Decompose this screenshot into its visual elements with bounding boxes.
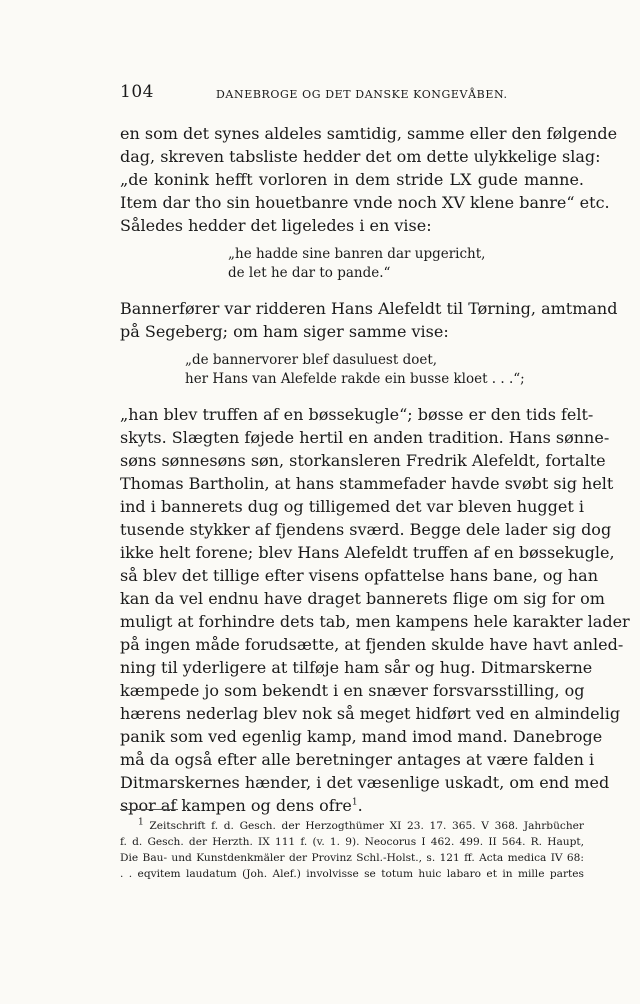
verse-line: „he hadde sine banren dar upgericht,: [228, 246, 486, 262]
text-line: ning til yderligere at tilføje ham sår og hug. Ditmarskerne: [120, 658, 593, 677]
text-line: på ingen måde forudsætte, at fjenden skulde have havt anled-: [120, 635, 624, 654]
text-line: Item dar tho sin houetbanre vnde noch XV klene banre“ etc.: [120, 193, 610, 212]
paragraph-3: [120, 403, 630, 817]
text-line: på Segeberg; om ham siger samme vise:: [120, 322, 449, 341]
text-line: så blev det tillige efter visens opfattelse hans bane, og han: [120, 566, 598, 585]
text-line: muligt at forhindre dets tab, men kampens hele karakter lader: [120, 612, 630, 631]
text-line: Bannerfører var ridderen Hans Alefeldt til Tørning, amtmand: [120, 299, 618, 318]
paragraph-1: [120, 122, 618, 237]
text-line: dag, skreven tabsliste hedder det om dette ulykkelige slag:: [120, 147, 601, 166]
text-line: kæmpede jo som bekendt i en snæver forsvarsstilling, og: [120, 681, 585, 700]
footnote-divider: [120, 809, 178, 810]
paragraph-2: [120, 297, 618, 343]
footnote-reference: 1: [351, 797, 358, 808]
text-line: hærens nederlag blev nok så meget hidført ved en almindelig: [120, 704, 621, 723]
text-line: må da også efter alle beretninger antages at være falden i: [120, 750, 595, 769]
footnote-line: Die Bau- und Kunstdenkmäler der Provinz Schl.-Holst., s. 121 ff. Acta medica IV 68:: [120, 852, 584, 864]
verse-quote-2: [185, 351, 584, 389]
footnote-line: . . eqvitem laudatum (Joh. Alef.) involvisse se totum huic labaro et in mille partes: [120, 868, 584, 880]
footnotes: [120, 818, 584, 882]
footnote-text: Zeitschrift f. d. Gesch. der Herzogthümer XI 23. 17. 365. V 368. Jahrbücher: [149, 820, 584, 832]
body-text: [120, 122, 630, 817]
verse-line: „de bannervorer blef dasuluest doet,: [185, 352, 438, 368]
text-line: „han blev truffen af en bøssekugle“; bøsse er den tids felt-: [120, 405, 594, 424]
running-title: DANEBROGE OG DET DANSKE KONGEVÅBEN.: [216, 88, 508, 101]
text-line-final: [120, 794, 584, 817]
footnote-line: f. d. Gesch. der Herzth. IX 111 f. (v. 1. 9). Neocorus I 462. 499. II 564. R. Haupt,: [120, 836, 584, 848]
text-line: Thomas Bartholin, at hans stammefader havde svøbt sig helt: [120, 474, 614, 493]
page-number: 104: [120, 82, 154, 102]
verse-quote-1: [228, 245, 584, 283]
text-line: tusende stykker af fjendens sværd. Begge dele lader sig dog: [120, 520, 612, 539]
verse-line: her Hans van Alefelde rakde ein busse kloet . . .“;: [185, 371, 525, 387]
text-line: ikke helt forene; blev Hans Alefeldt truffen af en bøssekugle,: [120, 543, 615, 562]
footnote-line: [120, 818, 584, 834]
text-line: skyts. Slægten føjede hertil en anden tradition. Hans sønne-: [120, 428, 610, 447]
text-line: panik som ved egenlig kamp, mand imod mand. Danebroge: [120, 727, 603, 746]
text-line: kan da vel endnu have draget bannerets flige om sig for om: [120, 589, 605, 608]
final-period: .: [357, 796, 363, 815]
text-line: søns sønnesøns søn, storkansleren Fredrik Alefeldt, fortalte: [120, 451, 606, 470]
text-line: „de konink hefft vorloren in dem stride LX gude manne.: [120, 170, 584, 189]
final-line-text: spor af kampen og dens ofre: [120, 796, 352, 815]
footnote-marker: 1: [138, 817, 144, 828]
text-line: en som det synes aldeles samtidig, samme eller den følgende: [120, 124, 618, 143]
text-line: Således hedder det ligeledes i en vise:: [120, 216, 432, 235]
text-line: ind i bannerets dug og tilligemed det var bleven hugget i: [120, 497, 584, 516]
text-line: Ditmarskernes hænder, i det væsenlige uskadt, om end med: [120, 773, 610, 792]
verse-line: de let he dar to pande.“: [228, 265, 391, 281]
